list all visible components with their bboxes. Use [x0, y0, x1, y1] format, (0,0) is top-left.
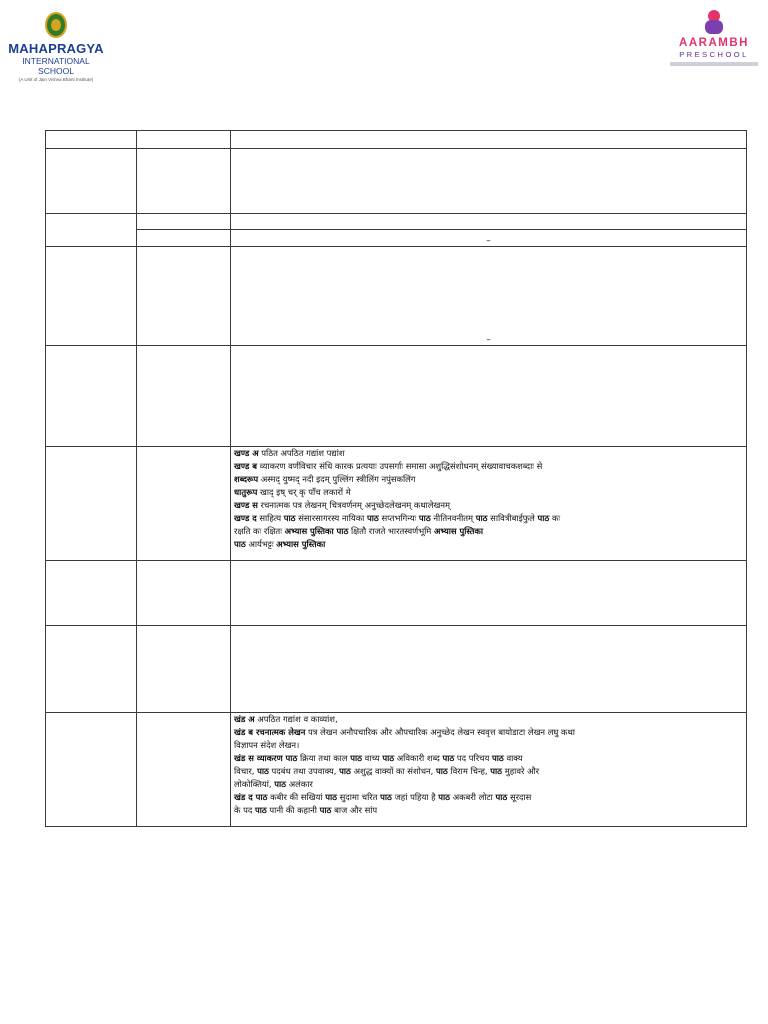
table-row	[46, 626, 747, 713]
table-row-header	[46, 131, 747, 149]
table-cell	[46, 247, 137, 346]
brand-text: AARAMBH	[679, 37, 749, 49]
table-row	[46, 346, 747, 447]
table-cell	[231, 214, 747, 230]
table-cell	[137, 230, 231, 247]
table-cell	[46, 131, 137, 149]
syllabus-line: खंड स व्याकरण पाठ क्रिया तथा काल पाठ वाच्य पाठ अविकारी शब्द पाठ पद परिचय पाठ वाक्य	[234, 753, 523, 763]
syllabus-line: खंड ब रचनात्मक लेखन पत्र लेखन अनौपचारिक और औपचारिक अनुच्छेद लेखन स्ववृत्त बायोडाटा लेखन लघु कथा	[234, 727, 575, 737]
syllabus-line: खंड अ अपठित गद्यांश व काव्यांश,	[234, 714, 338, 724]
table-cell	[137, 149, 231, 214]
syllabus-line: लोकोक्तियां, पाठ अलंकार	[234, 779, 313, 789]
syllabus-line: खंड द पाठ कबीर की सखियां पाठ सुदामा चरित पाठ जहां पहिया है पाठ अकबरी लोटा पाठ सूरदास	[234, 792, 532, 802]
table-cell	[137, 346, 231, 447]
hindi-syllabus-cell	[231, 713, 747, 827]
table-cell	[231, 230, 747, 247]
table-cell	[46, 149, 137, 214]
table-row	[46, 230, 747, 247]
logo-divider	[670, 62, 758, 66]
mascot-icon	[701, 10, 727, 34]
table-row-hindi	[46, 713, 747, 827]
table-cell	[46, 346, 137, 447]
aarambh-logo	[666, 10, 762, 70]
table-cell	[137, 561, 231, 626]
table-cell	[231, 626, 747, 713]
table-cell	[231, 247, 747, 346]
mahapragya-logo	[8, 12, 104, 84]
syllabus-line: विज्ञापन संदेश लेखन।	[234, 740, 300, 750]
table-cell	[137, 626, 231, 713]
table-row	[46, 149, 747, 214]
school-tagline: (A Unit of Jain Vishva Bharti Institute)	[18, 77, 94, 82]
preschool-subtitle: PRESCHOOL	[679, 50, 749, 59]
table-cell	[46, 447, 137, 561]
table-cell	[137, 247, 231, 346]
table-cell	[231, 561, 747, 626]
syllabus-line: के पद पाठ पानी की कहानी पाठ बाज और सांप	[234, 805, 378, 815]
syllabus-line: पाठ आर्यभट्टः अभ्यास पुस्तिका	[234, 539, 326, 549]
syllabus-line: विचार, पाठ पदबंध तथा उपवाक्य, पाठ अशुद्ध वाक्यों का संशोधन, पाठ विराम चिन्ह, पाठ मुहावरे और	[234, 766, 540, 776]
table-cell	[137, 713, 231, 827]
syllabus-line: खण्ड स रचनात्मक पत्र लेखनम् चित्रवर्णनम् अनुच्छेदलेखनम् कथालेखनम्	[234, 500, 451, 510]
table-cell	[137, 214, 231, 230]
table-cell	[46, 713, 137, 827]
syllabus-line: खण्ड द साहित्य पाठ संसारसागरस्य नायिका पाठ सप्तभगिन्यः पाठ नीतिनवनीतम् पाठ सावित्रीबाईफुले पाठ कः	[234, 513, 561, 523]
table-cell	[46, 561, 137, 626]
table-row	[46, 247, 747, 346]
table-cell	[46, 214, 137, 247]
table-cell	[231, 149, 747, 214]
table-cell	[137, 131, 231, 149]
table-row	[46, 561, 747, 626]
school-emblem-icon	[45, 12, 67, 38]
syllabus-table	[45, 130, 747, 827]
syllabus-line: धातुरूप खाद् इष् चर् कृ पाँच लकारों मे	[234, 487, 351, 497]
syllabus-line: खण्ड ब व्याकरण वर्णविचार संधि कारक प्रत्ययाः उपसर्गाः समासा अशुद्धिसंशोधनम् संख्यावाचकशब्दाः से	[234, 461, 543, 471]
sanskrit-syllabus-cell	[231, 447, 747, 561]
syllabus-line: रक्षति कः रक्षितः अभ्यास पुस्तिका पाठ क्षितौ राजते भारतस्वर्णभूमि अभ्यास पुस्तिका	[234, 526, 484, 536]
syllabus-line: शब्दरूप अस्मद् युष्मद् नदी इदम् पुल्लिंग स्त्रीलिंग नपुंसकलिंग	[234, 474, 416, 484]
table-row-sanskrit	[46, 447, 747, 561]
table-cell	[231, 346, 747, 447]
syllabus-line: खण्ड अ पठित अपठित गद्यांश पद्यांश	[234, 448, 345, 458]
school-name: MAHAPRAGYA	[8, 41, 104, 56]
school-subtitle: INTERNATIONAL SCHOOL	[22, 56, 90, 76]
table-cell	[46, 626, 137, 713]
dash-mark: –	[486, 335, 491, 345]
table-cell	[137, 447, 231, 561]
preschool-name	[666, 37, 762, 50]
table-cell	[231, 131, 747, 149]
dash-mark: –	[486, 236, 491, 246]
table-row	[46, 214, 747, 230]
